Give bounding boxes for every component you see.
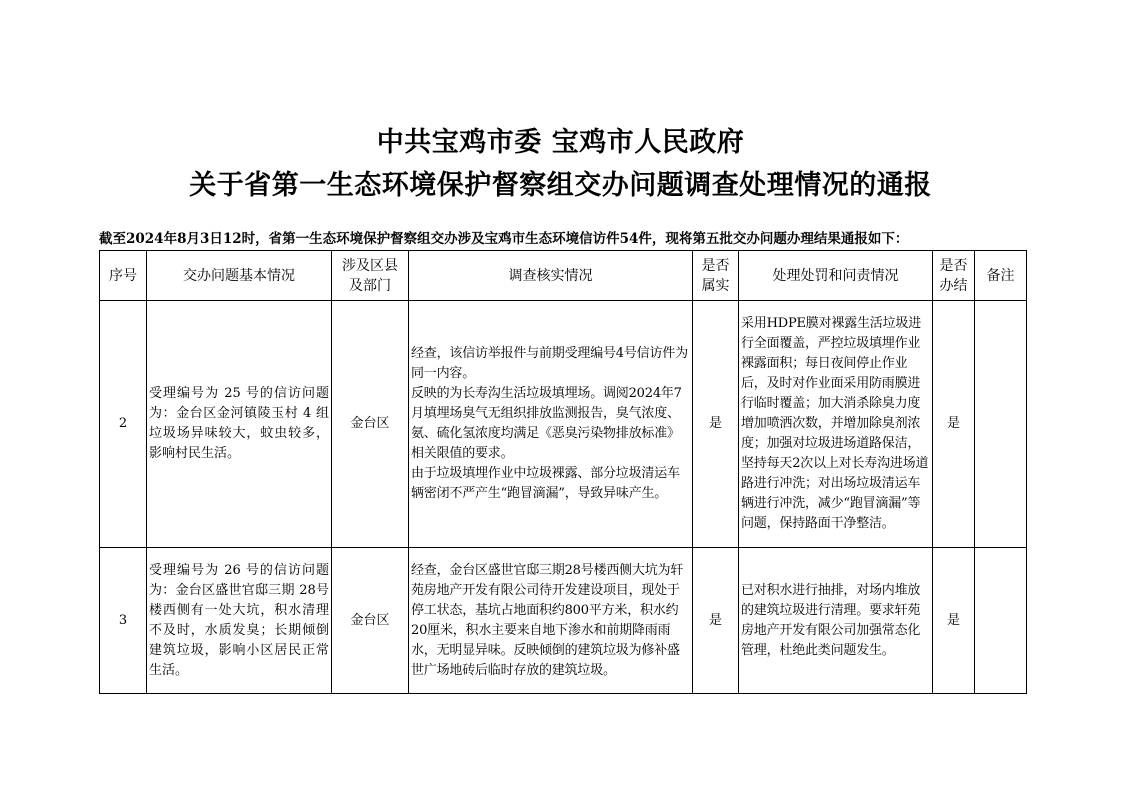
header-remarks: 备注 (975, 251, 1027, 301)
header-basic: 交办问题基本情况 (147, 251, 332, 301)
cell-investigation: 经查，金台区盛世官邸三期28号楼西侧大坑为轩苑房地产开发有限公司待开发建设项目，现处于停工状态，基坑占地面积约800平方米，积水约20厘米，积水主要来自地下渗水和前期降雨雨水，无明显异味。反映倾倒的建筑垃圾为修补盛世广场地砖后临时存放的建筑垃圾。 (409, 548, 693, 694)
cell-district: 金台区 (332, 548, 409, 694)
cell-completed: 是 (933, 548, 975, 694)
header-completed-line2: 办结 (939, 277, 968, 294)
header-verified (693, 251, 739, 301)
cell-basic: 受理编号为 26 号的信访问题为：金台区盛世官邸三期 28号楼西侧有一处大坑，积水清理不及时，水质发臭；长期倾倒建筑垃圾，影响小区居民正常生活。 (147, 548, 332, 694)
table-header-row (100, 251, 1027, 301)
cell-seq: 2 (100, 301, 147, 548)
header-completed-line1: 是否 (939, 257, 968, 274)
cell-seq: 3 (100, 548, 147, 694)
header-completed (933, 251, 975, 301)
title-line-1: 中共宝鸡市委 宝鸡市人民政府 (376, 127, 745, 158)
investigation-paragraph-2: 反映的为长寿沟生活垃圾填埋场。调阅2024年7月填埋场臭气无组织排放监测报告，臭气浓度、氨、硫化氢浓度均满足《恶臭污染物排放标准》相关限值的要求。 (411, 386, 682, 461)
header-district-line1: 涉及区县 (342, 257, 398, 274)
cell-handling: 已对积水进行抽排，对场内堆放的建筑垃圾进行清理。要求轩苑房地产开发有限公司加强常态化管理，杜绝此类问题发生。 (739, 548, 933, 694)
header-district (332, 251, 409, 301)
header-handling: 处理处罚和问责情况 (739, 251, 933, 301)
cell-completed: 是 (933, 301, 975, 548)
cell-remarks (975, 301, 1027, 548)
cell-investigation (409, 301, 693, 548)
intro-text: 截至2024年8月3日12时，省第一生态环境保护督察组交办涉及宝鸡市生态环境信访件54件，现将第五批交办问题办理结果通报如下： (99, 231, 909, 247)
header-verified-line2: 属实 (701, 277, 730, 294)
header-investigation: 调查核实情况 (409, 251, 693, 301)
table-row (100, 301, 1027, 548)
cell-verified: 是 (693, 548, 739, 694)
cell-remarks (975, 548, 1027, 694)
header-seq: 序号 (100, 251, 147, 301)
title-line-2: 关于省第一生态环境保护督察组交办问题调查处理情况的通报 (189, 170, 932, 201)
header-verified-line1: 是否 (701, 257, 730, 274)
investigation-paragraph-3: 由于垃圾填埋作业中垃圾裸露、部分垃圾清运车辆密闭不严产生“跑冒滴漏”，导致异味产生。 (411, 466, 680, 501)
cell-verified: 是 (693, 301, 739, 548)
investigation-paragraph-1: 经查，该信访举报件与前期受理编号4号信访件为同一内容。 (411, 346, 688, 381)
header-district-line2: 及部门 (349, 277, 391, 294)
cell-handling: 采用HDPE膜对裸露生活垃圾进行全面覆盖，严控垃圾填埋作业裸露面积；每日夜间停止作业后，及时对作业面采用防雨膜进行临时覆盖；加大消杀除臭力度增加喷洒次数，并增加除臭剂浓度；加强对垃圾进场道路保洁，坚持每天2次以上对长寿沟进场道路进行冲洗；对出场垃圾清运车辆进行冲洗，减少“跑冒滴漏”等问题，保持路面干净整洁。 (739, 301, 933, 548)
table-row (100, 548, 1027, 694)
cell-basic: 受理编号为 25 号的信访问题为：金台区金河镇陵玉村 4 组垃圾场异味较大，蚊虫较多，影响村民生活。 (147, 301, 332, 548)
report-table (99, 250, 1027, 694)
cell-district: 金台区 (332, 301, 409, 548)
